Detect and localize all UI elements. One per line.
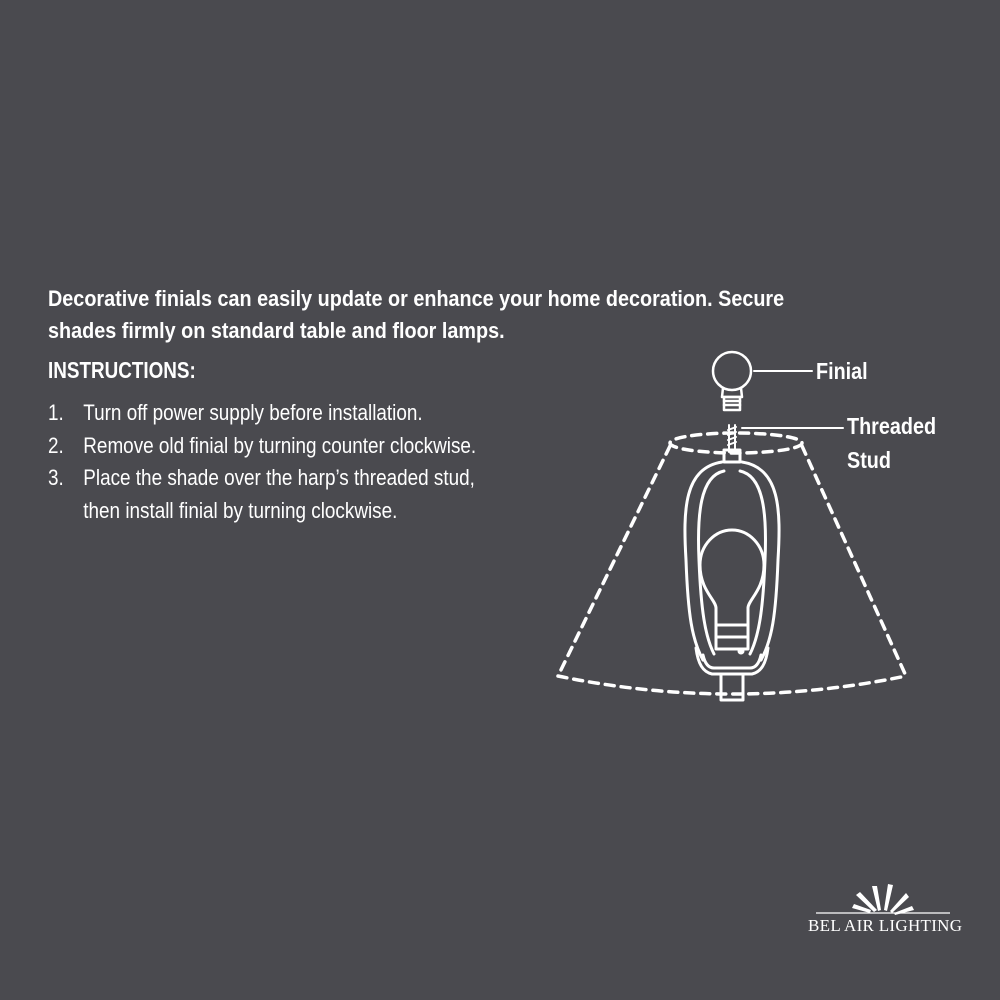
threaded-stud-icon [728, 425, 736, 452]
intro-line-1: Decorative finials can easily update or enhance your home decoration. Secure [48, 286, 785, 311]
step-number: 2. [48, 432, 64, 458]
instruction-step-3 [48, 462, 569, 527]
step-number: 1. [48, 400, 64, 425]
finial-icon [713, 352, 751, 410]
lamp-diagram [540, 340, 920, 710]
step-number: 3. [48, 465, 64, 490]
threaded-stud-label-line-2: Stud [847, 447, 891, 473]
instruction-step-2 [48, 430, 569, 463]
intro-text [48, 283, 876, 347]
shade-bottom-rim [558, 676, 906, 694]
step-text: Place the shade over the harp’s threaded stud, [83, 465, 475, 490]
step-text-continued: then install finial by turning clockwise. [83, 497, 398, 523]
step-text: Turn off power supply before installation. [83, 400, 423, 425]
threaded-stud-label-line-1: Threaded [847, 413, 937, 439]
instructions-heading: INSTRUCTIONS: [48, 357, 196, 383]
shade-left-side [558, 446, 670, 676]
step-text: Remove old finial by turning counter clockwise. [83, 432, 477, 458]
brand-logo [808, 880, 963, 940]
threaded-stud-label [847, 409, 936, 477]
brand-name: BEL AIR LIGHTING [808, 916, 963, 935]
shade-right-side [802, 446, 906, 676]
instruction-steps [48, 397, 569, 527]
saddle-screw [738, 648, 745, 655]
instruction-step-1 [48, 397, 569, 430]
intro-line-2: shades firmly on standard table and floor lamps. [48, 318, 505, 343]
sunburst-icon [808, 880, 958, 916]
light-bulb-icon [700, 530, 764, 649]
finial-label: Finial [816, 358, 868, 384]
